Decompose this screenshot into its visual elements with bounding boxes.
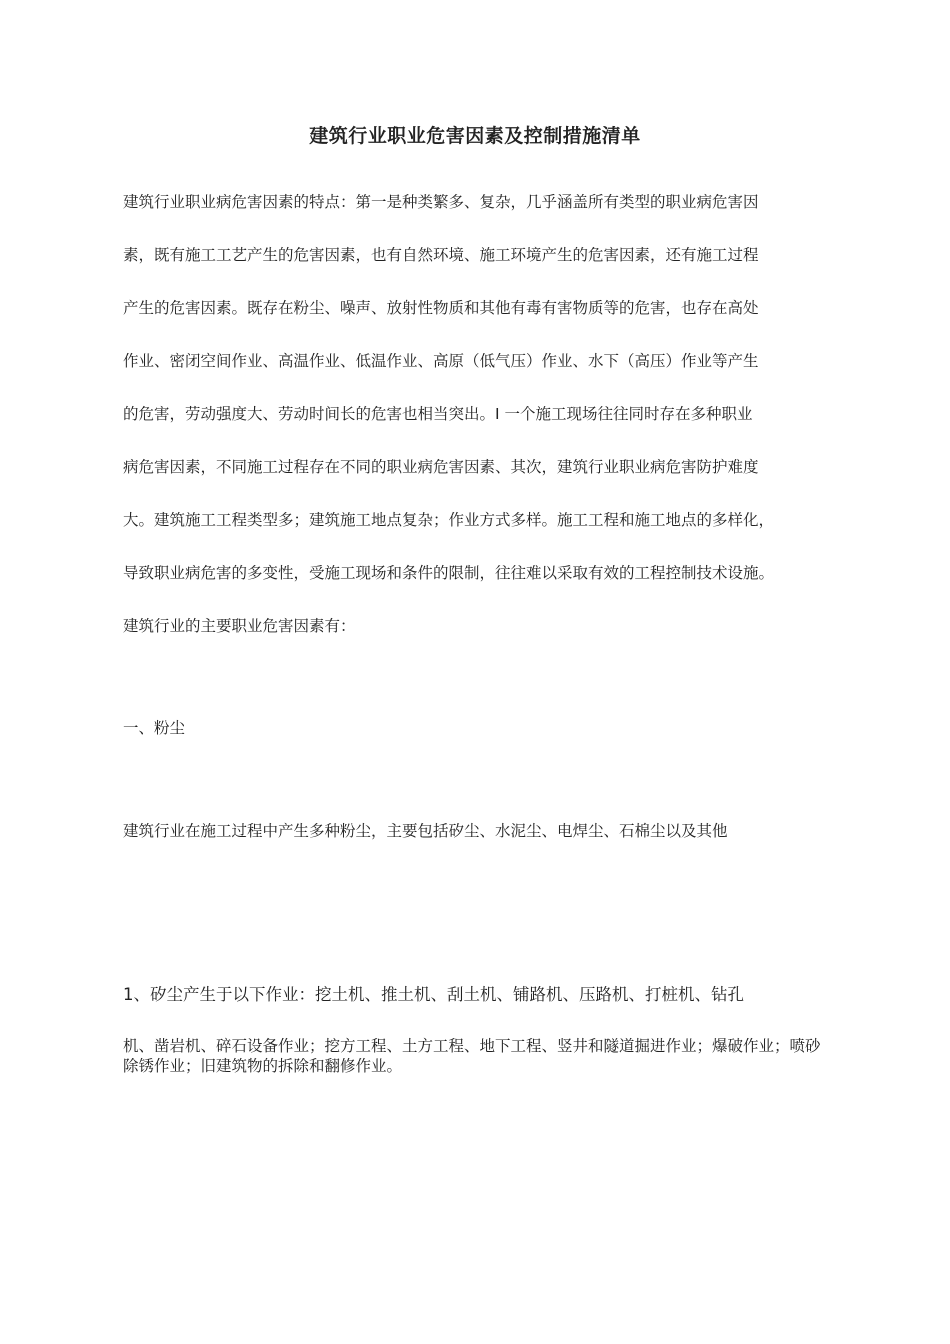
intro-line: 病危害因素，不同施工过程存在不同的职业病危害因素、其次，建筑行业职业病危害防护难度 [123,458,759,476]
intro-line: 建筑行业职业病危害因素的特点：第一是种类繁多、复杂，几乎涵盖所有类型的职业病危害因 [123,193,759,211]
intro-line: 作业、密闭空间作业、高温作业、低温作业、高原（低气压）作业、水下（高压）作业等产生 [123,352,759,370]
intro-line: 的危害，劳动强度大、劳动时间长的危害也相当突出。I 一个施工现场往往同时存在多种职业 [123,405,753,423]
intro-line: 建筑行业的主要职业危害因素有： [123,617,356,635]
section-heading-dust: 一、粉尘 [123,719,186,737]
item-text-silica-dust: 机、凿岩机、碎石设备作业；挖方工程、土方工程、地下工程、竖井和隧道掘进作业；爆破作业；喷砂除锈作业；旧建筑物的拆除和翻修作业。 [123,1037,821,1075]
document-title: 建筑行业职业危害因素及控制措施清单 [309,125,641,147]
section-text-dust: 建筑行业在施工过程中产生多种粉尘，主要包括矽尘、水泥尘、电焊尘、石棉尘以及其他 [123,822,728,840]
intro-line: 产生的危害因素。既存在粉尘、噪声、放射性物质和其他有毒有害物质等的危害，也存在高处 [123,299,759,317]
intro-line: 大。建筑施工工程类型多；建筑施工地点复杂；作业方式多样。施工工程和施工地点的多样化， [123,511,775,529]
item-heading-silica-dust: 1、矽尘产生于以下作业：挖土机、推土机、刮土机、铺路机、压路机、打桩机、钻孔 [123,985,744,1004]
intro-line: 导致职业病危害的多变性，受施工现场和条件的限制，往往难以采取有效的工程控制技术设施。 [123,564,775,582]
intro-line: 素，既有施工工艺产生的危害因素，也有自然环境、施工环境产生的危害因素，还有施工过程 [123,246,759,264]
